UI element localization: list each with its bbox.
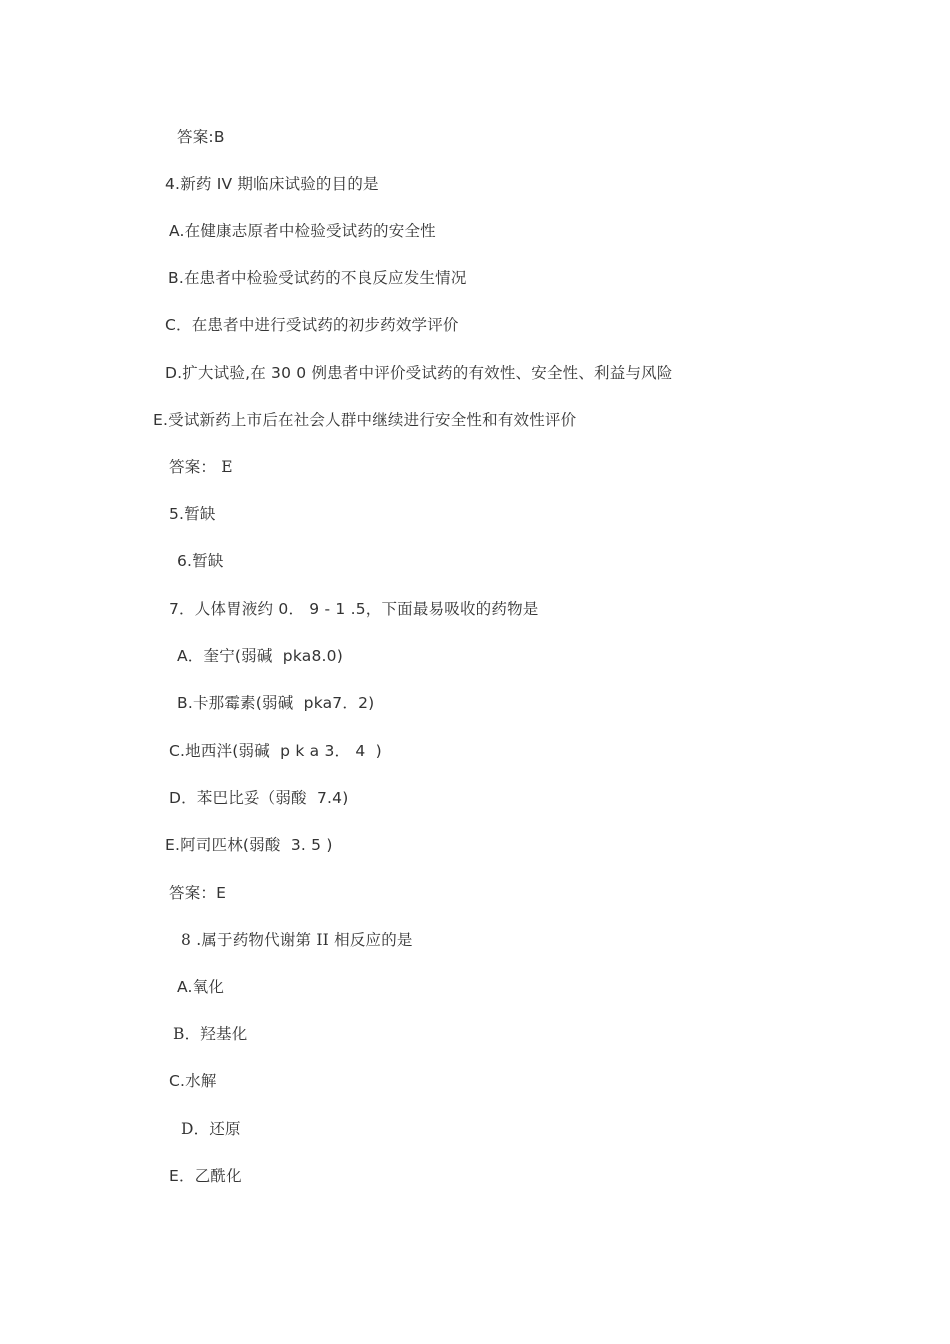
question-7: 7．人体胃液约 0． 9 - 1 .5，下面最易吸收的药物是 — [169, 600, 539, 618]
question-5: 5.暂缺 — [169, 505, 216, 523]
q8-option-d: D．还原 — [181, 1120, 241, 1138]
q7-option-b: B.卡那霉素(弱碱 pka7．2) — [177, 694, 375, 712]
q8-option-b: B．羟基化 — [173, 1025, 248, 1043]
question-8: 8 .属于药物代谢第 II 相反应的是 — [181, 931, 413, 949]
question-6: 6.暂缺 — [177, 552, 224, 570]
q4-option-d: D.扩大试验,在 30 0 例患者中评价受试药的有效性、安全性、利益与风险 — [165, 364, 673, 382]
q4-option-a: A.在健康志原者中检验受试药的安全性 — [169, 222, 436, 240]
q8-option-a: A.氧化 — [177, 978, 225, 996]
q4-option-b: B.在患者中检验受试药的不良反应发生情况 — [168, 269, 467, 287]
q7-option-d: D．苯巴比妥（弱酸 7.4) — [169, 789, 349, 807]
answer-q4: 答案： E — [169, 458, 233, 476]
q7-option-e: E.阿司匹林(弱酸 3. 5 ) — [165, 836, 333, 854]
answer-q7: 答案：E — [169, 884, 227, 902]
q8-option-e: E．乙酰化 — [169, 1167, 242, 1185]
q7-option-c: C.地西泮(弱碱 p k a 3． 4 ) — [169, 742, 382, 760]
q8-option-c: C.水解 — [169, 1072, 217, 1090]
q7-option-a: A．奎宁(弱碱 pka8.0) — [177, 647, 343, 665]
answer-q3: 答案:B — [177, 128, 225, 146]
question-4: 4.新药 IV 期临床试验的目的是 — [165, 175, 379, 193]
q4-option-c: C．在患者中进行受试药的初步药效学评价 — [165, 316, 459, 334]
q4-option-e: E.受试新药上市后在社会人群中继续进行安全性和有效性评价 — [153, 411, 577, 429]
